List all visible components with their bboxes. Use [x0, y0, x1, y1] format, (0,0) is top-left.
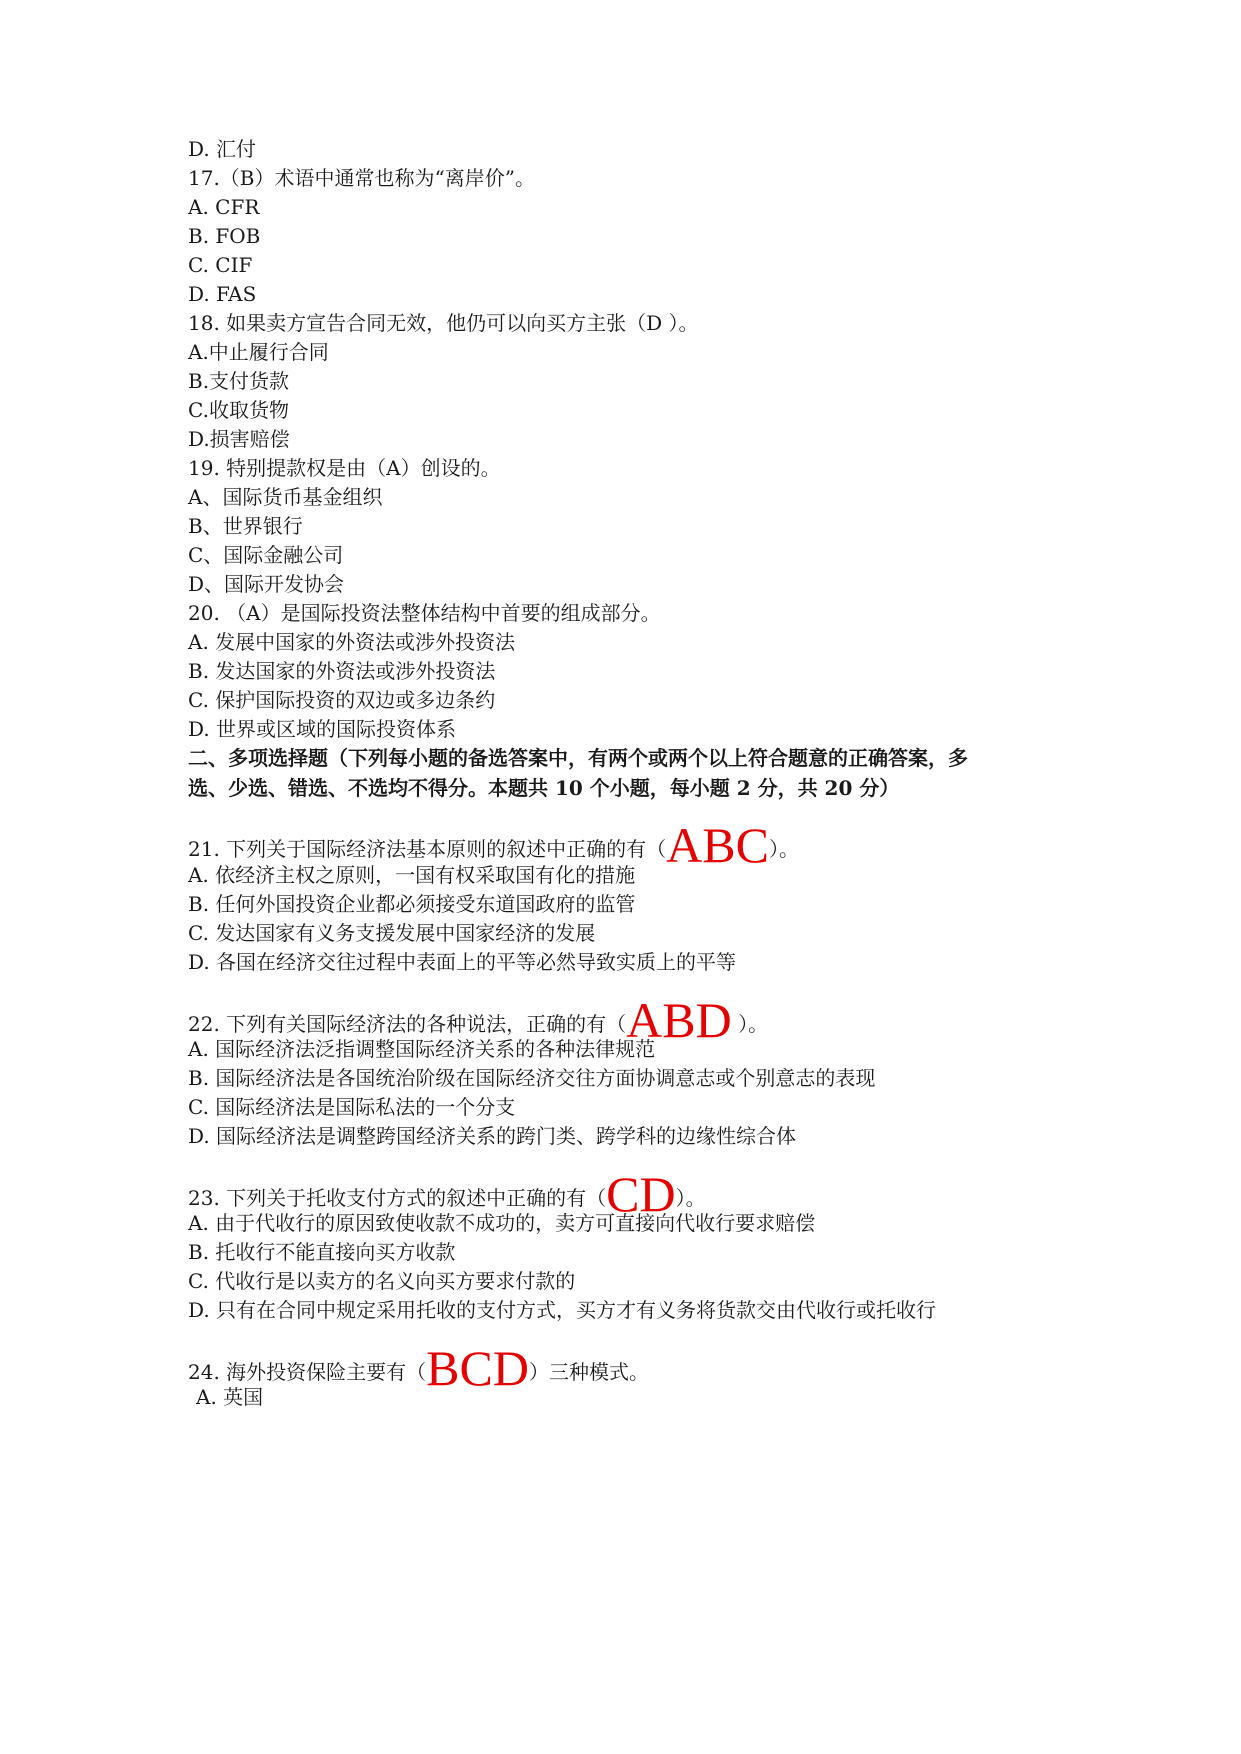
option-a: A. 依经济主权之原则，一国有权采取国有化的措施: [188, 863, 636, 887]
question-19: 19. 特别提款权是由（A）创设的。: [188, 456, 501, 480]
option-a: A、国际货币基金组织: [188, 485, 383, 509]
option-a: A.中止履行合同: [188, 340, 329, 364]
option-b: B. 国际经济法是各国统治阶级在国际经济交往方面协调意志或个别意志的表现: [188, 1066, 876, 1090]
option-b: B. FOB: [188, 224, 261, 248]
question-18: 18. 如果卖方宣告合同无效，他仍可以向买方主张（D ）。: [188, 311, 699, 335]
option-d: D. 国际经济法是调整跨国经济关系的跨门类、跨学科的边缘性综合体: [188, 1124, 797, 1148]
option-b: B、世界银行: [188, 514, 303, 538]
option-c: C. 保护国际投资的双边或多边条约: [188, 688, 496, 712]
question-stem-end: ）。: [768, 837, 799, 861]
option-c: C. 发达国家有义务支援发展中国家经济的发展: [188, 921, 596, 945]
answer-mark: ABD: [626, 992, 732, 1048]
option-c: C. 国际经济法是国际私法的一个分支: [188, 1095, 516, 1119]
question-20: 20. （A）是国际投资法整体结构中首要的组成部分。: [188, 601, 661, 625]
option-b: B.支付货款: [188, 369, 290, 393]
option-c: C、国际金融公司: [188, 543, 344, 567]
option-d: D. 各国在经济交往过程中表面上的平等必然导致实质上的平等: [188, 950, 737, 974]
option-a: A. 英国: [196, 1385, 264, 1409]
option-b: B. 托收行不能直接向买方收款: [188, 1240, 456, 1264]
section-heading-line1: 二、多项选择题（下列每小题的备选答案中，有两个或两个以上符合题意的正确答案，多: [188, 746, 968, 770]
option-d: D、国际开发协会: [188, 572, 345, 596]
option-b: B. 发达国家的外资法或涉外投资法: [188, 659, 496, 683]
option-c: C.收取货物: [188, 398, 289, 422]
option-a: A. 国际经济法泛指调整国际经济关系的各种法律规范: [188, 1037, 656, 1061]
question-stem: 23. 下列关于托收支付方式的叙述中正确的有（: [188, 1186, 607, 1210]
question-stem: 24. 海外投资保险主要有（: [188, 1360, 427, 1384]
option-c: C. 代收行是以卖方的名义向买方要求付款的: [188, 1269, 576, 1293]
question-stem-end: ）。: [675, 1186, 706, 1210]
answer-mark: BCD: [426, 1340, 529, 1396]
option-a: A. 发展中国家的外资法或涉外投资法: [188, 630, 516, 654]
option-d: D. FAS: [188, 282, 257, 306]
option-d: D. 世界或区域的国际投资体系: [188, 717, 457, 741]
question-stem: 21. 下列关于国际经济法基本原则的叙述中正确的有（: [188, 837, 667, 861]
section-heading-line2: 选、少选、错选、不选均不得分。本题共 10 个小题，每小题 2 分，共 20 分）: [188, 776, 900, 800]
option-a: A. 由于代收行的原因致使收款不成功的，卖方可直接向代收行要求赔偿: [188, 1211, 816, 1235]
option-c: C. CIF: [188, 253, 253, 277]
option-b: B. 任何外国投资企业都必须接受东道国政府的监管: [188, 892, 636, 916]
answer-mark: CD: [606, 1166, 676, 1222]
option-a: A. CFR: [188, 195, 260, 219]
text-line: D. 汇付: [188, 137, 257, 161]
answer-mark: ABC: [666, 817, 769, 873]
question-stem: 22. 下列有关国际经济法的各种说法，正确的有（: [188, 1012, 627, 1036]
question-stem-end: ）。: [731, 1012, 769, 1036]
option-d: D.损害赔偿: [188, 427, 290, 451]
option-d: D. 只有在合同中规定采用托收的支付方式，买方才有义务将货款交由代收行或托收行: [188, 1298, 937, 1322]
question-17: 17.（B）术语中通常也称为“离岸价”。: [188, 166, 535, 190]
question-stem-end: ）三种模式。: [528, 1360, 649, 1384]
